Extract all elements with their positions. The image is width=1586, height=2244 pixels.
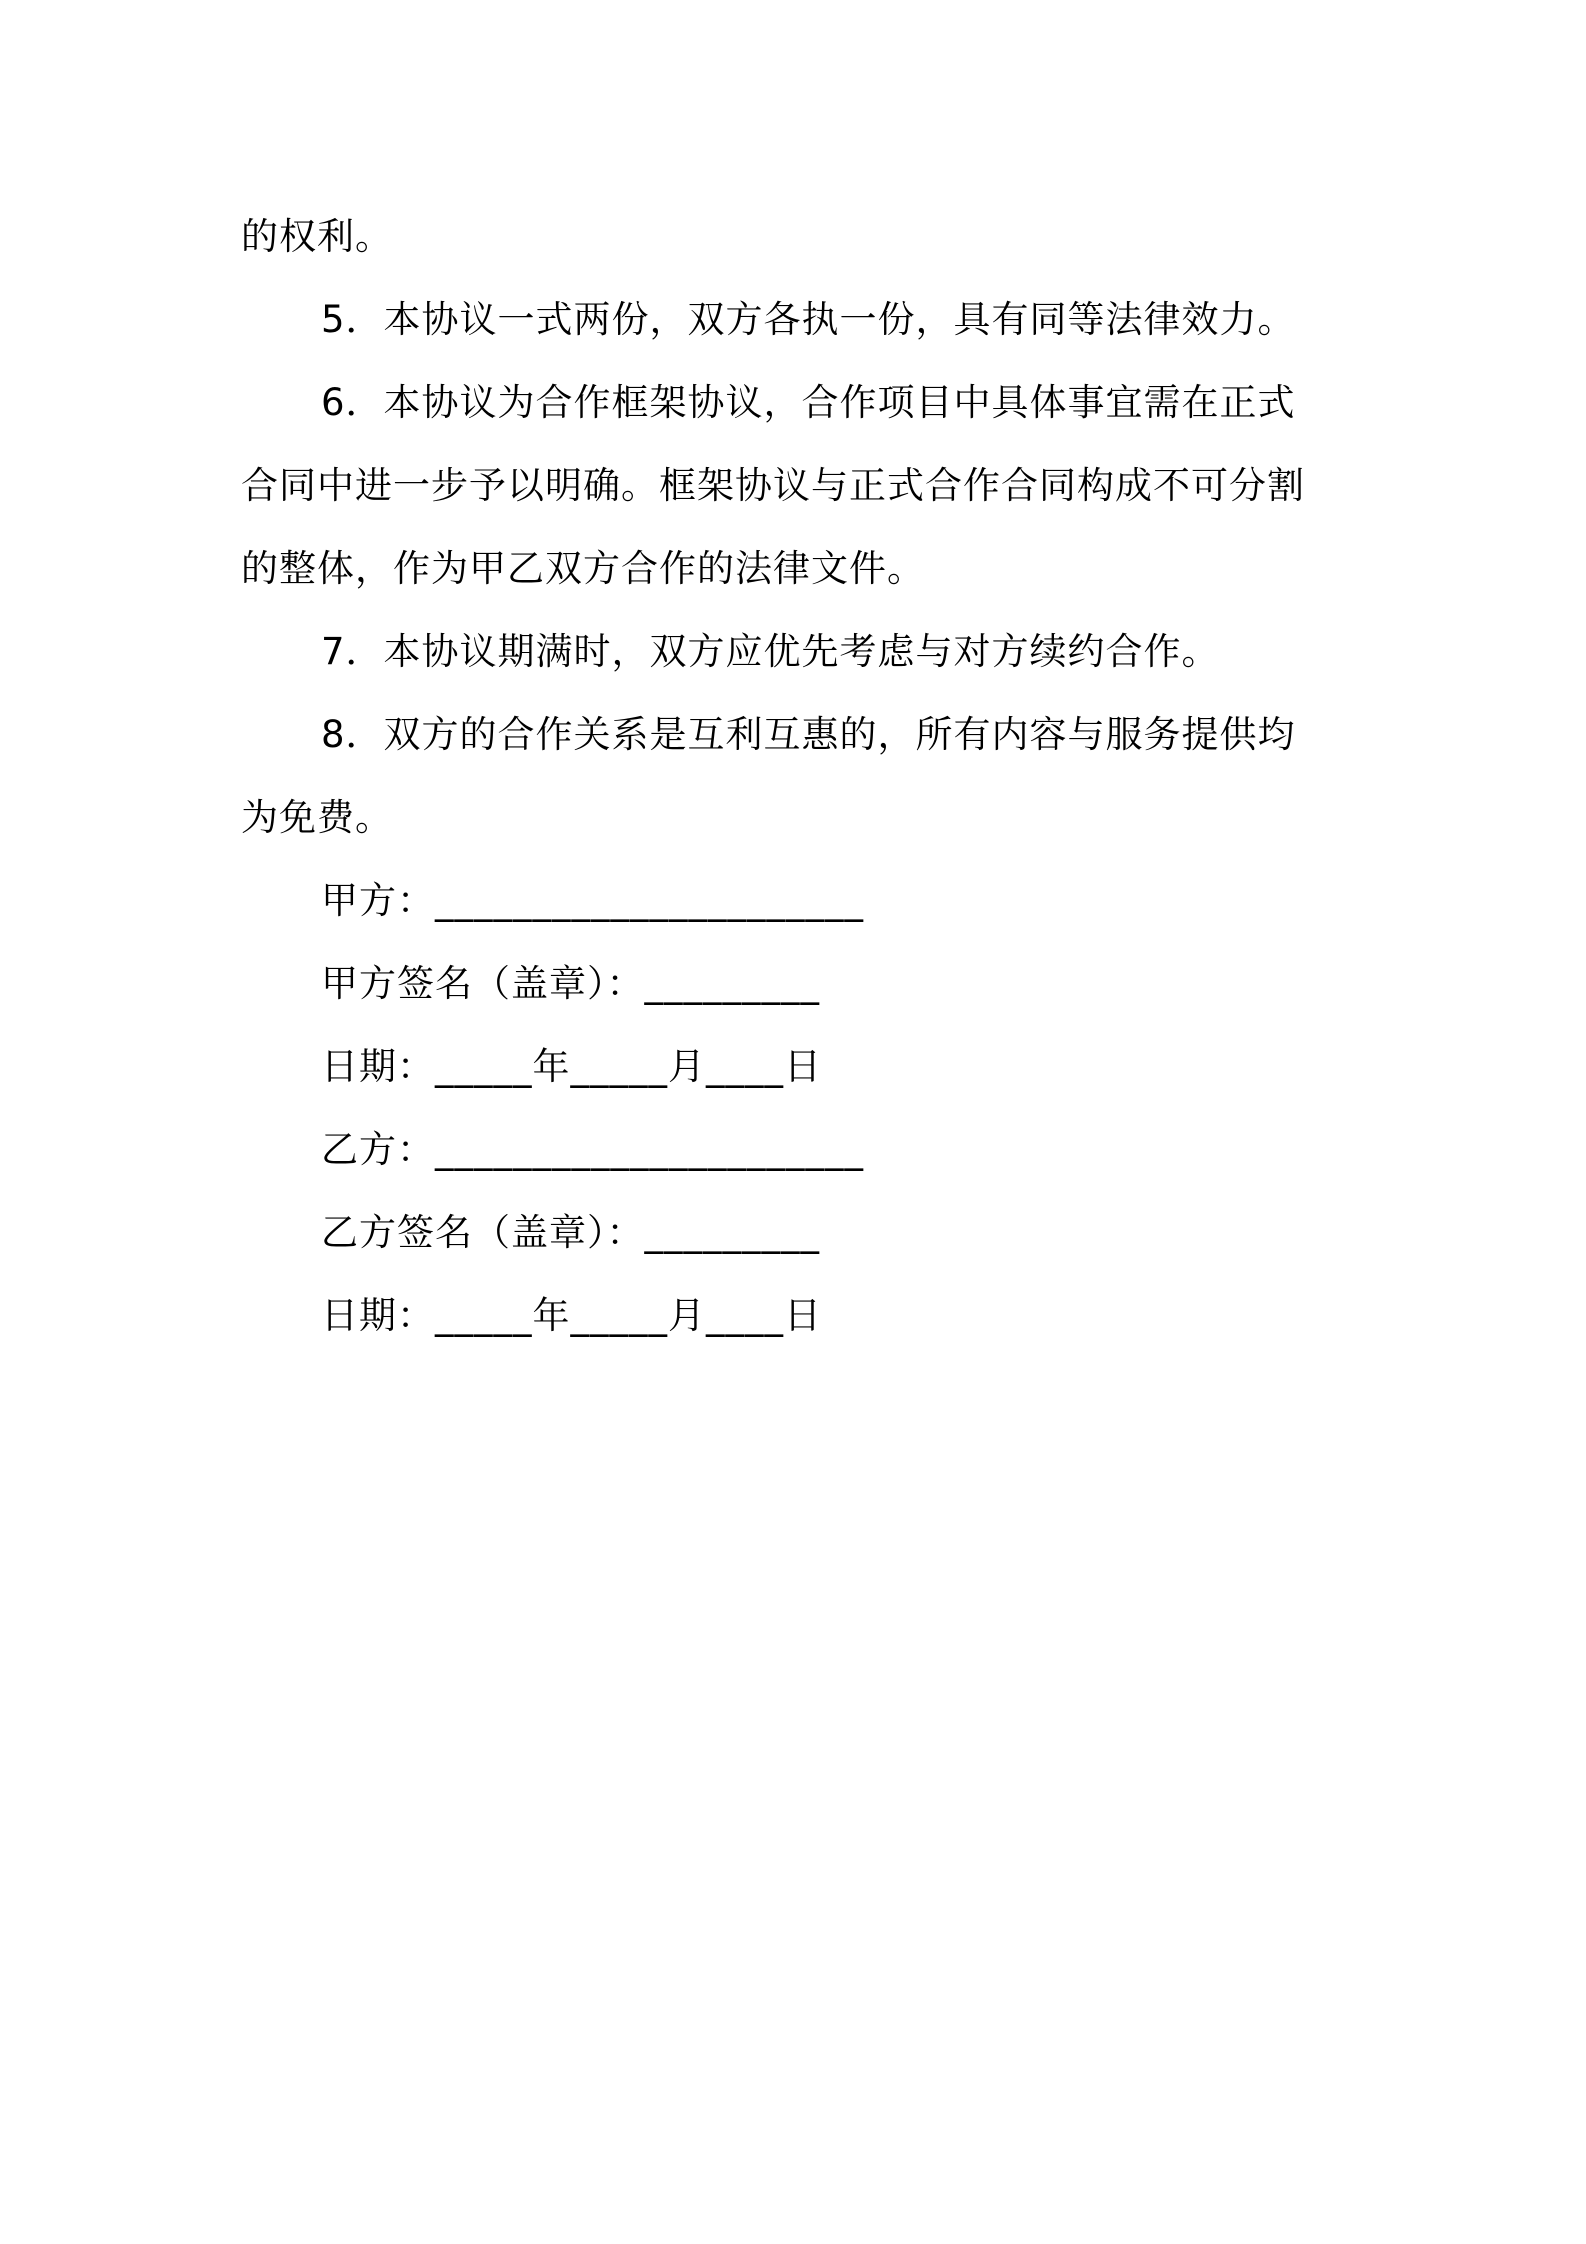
paragraph-continuation (241, 195, 1361, 278)
paragraph-line: 5．本协议一式两份，双方各执一份，具有同等法律效力。 (321, 298, 1296, 341)
paragraph-line: 6．本协议为合作框架协议，合作项目中具体事宜需在正式 (321, 381, 1296, 424)
paragraph-line: 7．本协议期满时，双方应优先考虑与对方续约合作。 (321, 630, 1220, 673)
paragraph-line: 8．双方的合作关系是互利互惠的，所有内容与服务提供均 (321, 713, 1296, 756)
paragraph-line: 合同中进一步予以明确。框架协议与正式合作合同构成不可分割 (241, 464, 1305, 507)
party-b-date-field: 日期：_____年_____月____日 (321, 1294, 822, 1337)
party-a-signature-field: 甲方签名（盖章）：_________ (321, 962, 820, 1005)
clause-7 (241, 610, 1361, 693)
party-a-date-field: 日期：_____年_____月____日 (321, 1045, 822, 1088)
party-b-signature-field: 乙方签名（盖章）：_________ (321, 1211, 820, 1254)
party-b-field: 乙方：______________________ (321, 1128, 864, 1171)
party-a-field: 甲方：______________________ (321, 879, 864, 922)
paragraph-line: 为免费。 (241, 796, 393, 839)
document-body (241, 195, 1361, 1357)
clause-5 (241, 278, 1361, 361)
clause-8 (241, 693, 1361, 859)
paragraph-line: 的权利。 (241, 215, 393, 258)
paragraph-line: 的整体，作为甲乙双方合作的法律文件。 (241, 547, 925, 590)
clause-6 (241, 361, 1361, 610)
